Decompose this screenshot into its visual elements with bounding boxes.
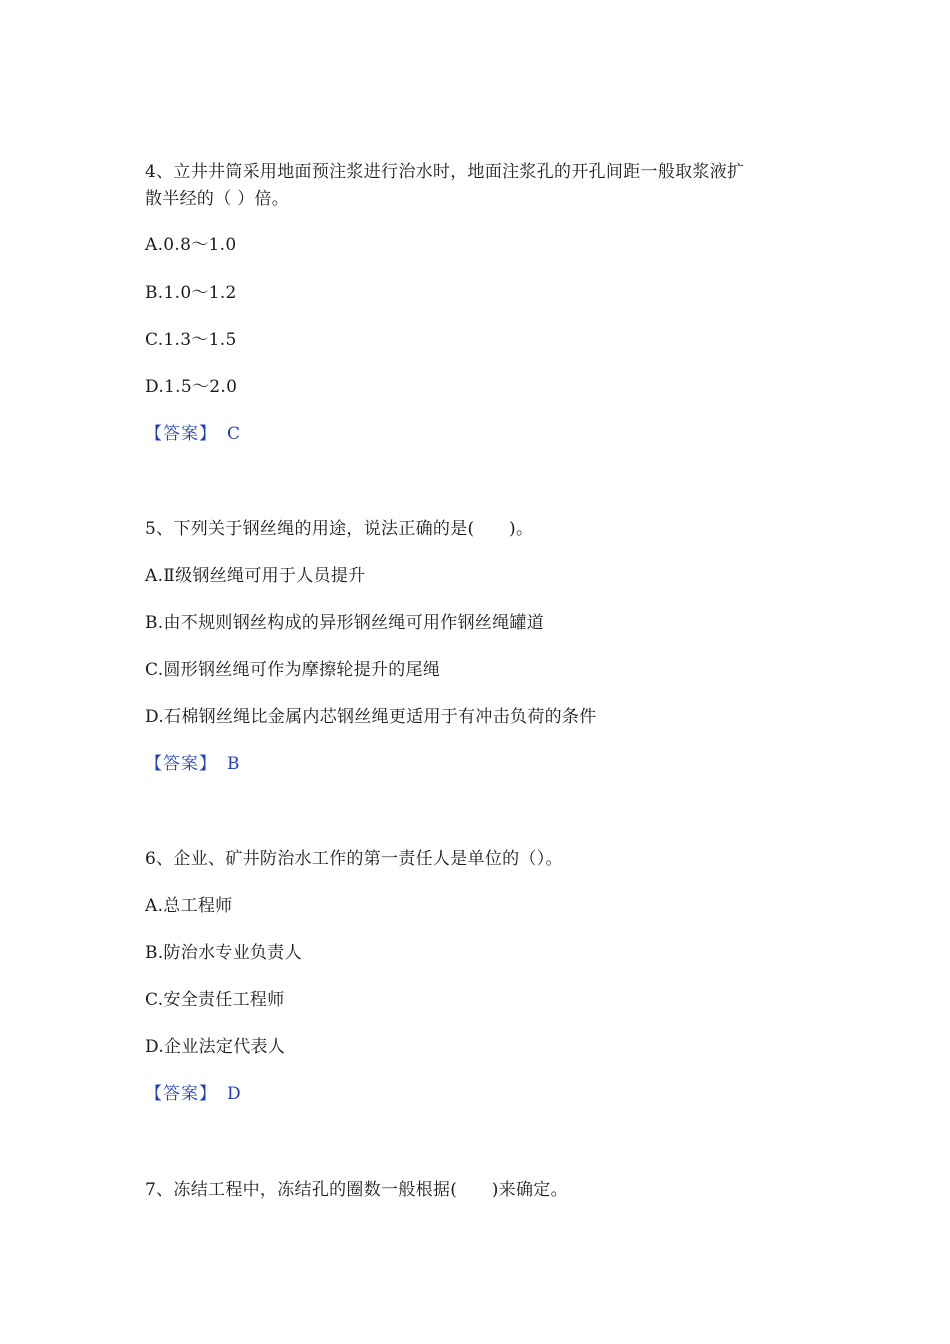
question-5-option-d: D.石棉钢丝绳比金属内芯钢丝绳更适用于有冲击负荷的条件 <box>145 707 597 727</box>
question-4-option-d: D.1.5～2.0 <box>145 377 238 397</box>
answer-label: 【答案】 <box>145 754 217 774</box>
question-5-option-b: B.由不规则钢丝构成的异形钢丝绳可用作钢丝绳罐道 <box>145 613 545 633</box>
question-5-option-c: C.圆形钢丝绳可作为摩擦轮提升的尾绳 <box>145 660 441 680</box>
question-4-option-c: C.1.3～1.5 <box>145 330 237 350</box>
question-6-option-d: D.企业法定代表人 <box>145 1037 286 1057</box>
question-5-stem-line-1: 5、下列关于钢丝绳的用途，说法正确的是( )。 <box>145 519 534 539</box>
question-4-stem-line-1: 4、立井井筒采用地面预注浆进行治水时，地面注浆孔的开孔间距一般取浆液扩 <box>145 162 745 182</box>
question-6-option-a: A.总工程师 <box>145 896 233 916</box>
question-6-answer <box>145 1082 241 1106</box>
answer-value: C <box>227 424 241 444</box>
question-5-option-a: A.Ⅱ级钢丝绳可用于人员提升 <box>145 566 366 586</box>
question-6-stem-line-1: 6、企业、矿井防治水工作的第一责任人是单位的（）。 <box>145 849 563 869</box>
question-7-stem-line-1: 7、冻结工程中，冻结孔的圈数一般根据( )来确定。 <box>145 1180 568 1200</box>
answer-value: B <box>227 754 240 774</box>
question-4-answer <box>145 422 240 446</box>
answer-label: 【答案】 <box>145 424 217 444</box>
question-4-stem-line-2: 散半经的（ ）倍。 <box>145 189 290 209</box>
question-4-option-b: B.1.0～1.2 <box>145 283 237 303</box>
question-4-option-a: A.0.8～1.0 <box>145 235 237 255</box>
answer-value: D <box>227 1084 241 1104</box>
question-6-option-b: B.防治水专业负责人 <box>145 943 302 963</box>
answer-label: 【答案】 <box>145 1084 217 1104</box>
question-5-answer <box>145 752 240 776</box>
question-6-option-c: C.安全责任工程师 <box>145 990 285 1010</box>
